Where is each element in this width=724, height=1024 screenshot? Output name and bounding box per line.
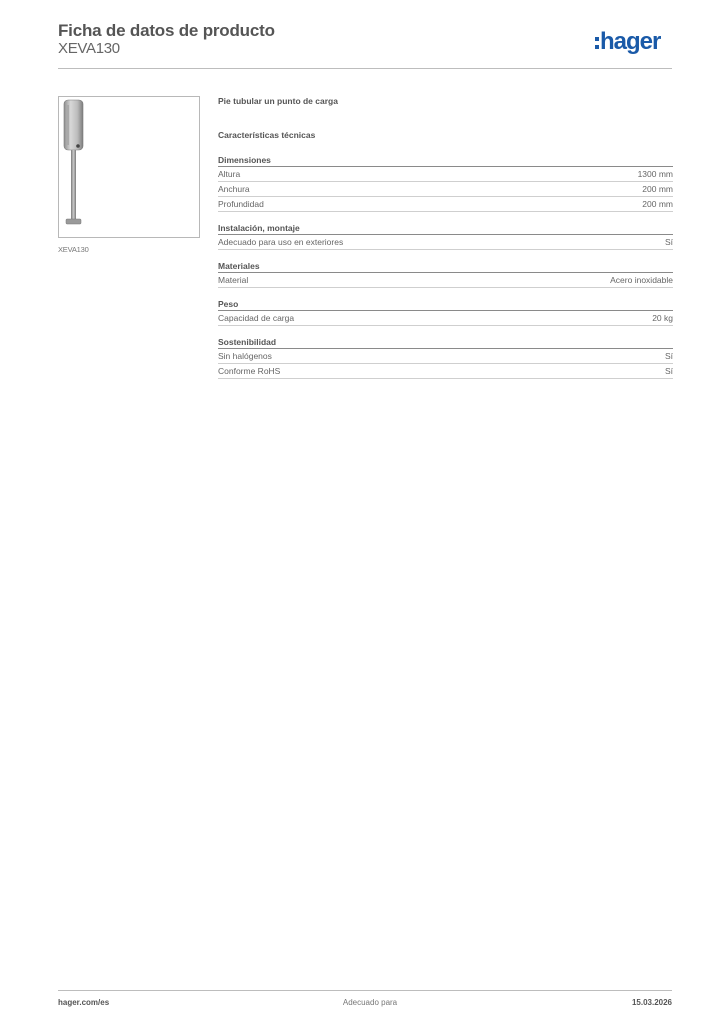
section-peso [218, 296, 673, 326]
spec-row [218, 349, 673, 364]
hager-logo [594, 26, 674, 60]
logo-text: hager [600, 28, 661, 55]
spec-label: Anchura [218, 184, 250, 194]
section-title: Instalación, montaje [218, 220, 673, 235]
spec-label: Conforme RoHS [218, 366, 281, 376]
spec-row [218, 273, 673, 288]
footer-date: 15.03.2026 [631, 998, 672, 1007]
spec-row [218, 182, 673, 197]
section-title: Sostenibilidad [218, 334, 673, 349]
section-title: Peso [218, 296, 673, 311]
page-title: Ficha de datos de producto [58, 21, 275, 40]
spec-value: 1300 mm [637, 169, 673, 179]
footer-website-link[interactable]: hager.com/es [58, 998, 110, 1007]
image-caption: XEVA130 [58, 245, 89, 254]
section-dimensiones [218, 152, 673, 212]
spec-label: Adecuado para uso en exteriores [218, 237, 344, 247]
spec-value: Acero inoxidable [610, 275, 673, 285]
section-sostenibilidad [218, 334, 673, 379]
spec-value: 200 mm [642, 184, 673, 194]
spec-label: Capacidad de carga [218, 313, 295, 323]
spec-row [218, 197, 673, 212]
spec-value: Sí [664, 366, 673, 376]
footer-center-text: Adecuado para [342, 998, 398, 1007]
spec-value: Sí [664, 351, 673, 361]
spec-row [218, 311, 673, 326]
spec-value: 20 kg [652, 313, 673, 323]
spec-label: Material [218, 275, 249, 285]
specifications-table [218, 152, 673, 387]
product-description: Pie tubular un punto de carga [218, 96, 338, 106]
product-image [58, 96, 200, 238]
section-instalacion-montaje [218, 220, 673, 250]
spec-label: Sin halógenos [218, 351, 272, 361]
header-divider [58, 68, 672, 69]
spec-row [218, 167, 673, 182]
spec-label: Profundidad [218, 199, 264, 209]
product-reference: XEVA130 [58, 40, 120, 57]
spec-value: Sí [664, 237, 673, 247]
section-materiales [218, 258, 673, 288]
spec-value: 200 mm [642, 199, 673, 209]
section-title: Materiales [218, 258, 673, 273]
charging-post-illustration [59, 97, 199, 237]
spec-label: Altura [218, 169, 241, 179]
footer-divider [58, 990, 672, 991]
spec-row [218, 364, 673, 379]
section-title: Dimensiones [218, 152, 673, 167]
technical-characteristics-heading: Características técnicas [218, 130, 316, 140]
spec-row [218, 235, 673, 250]
